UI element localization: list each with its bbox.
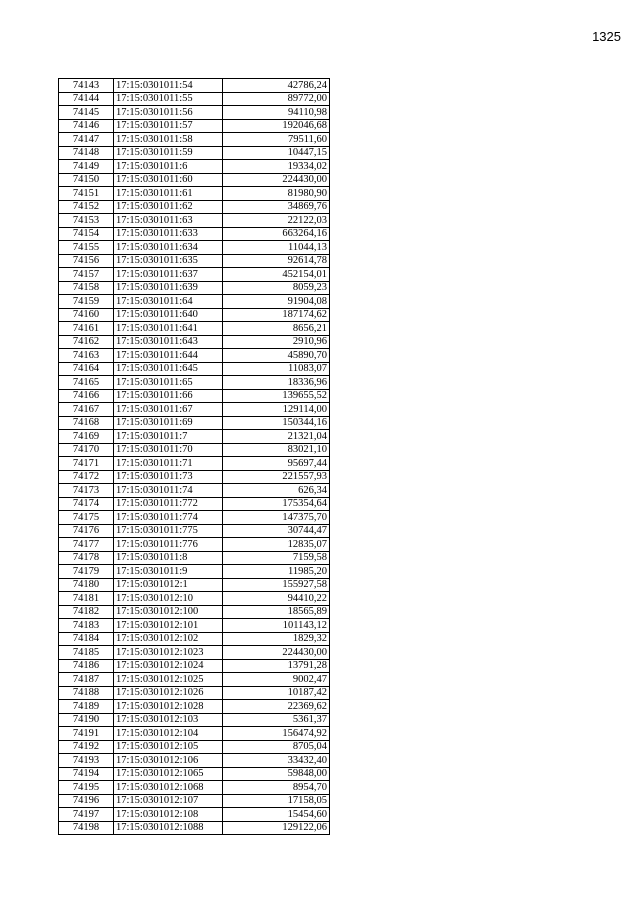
value-cell: 89772,00: [223, 92, 330, 106]
value-cell: 18336,96: [223, 376, 330, 390]
table-row: [59, 457, 330, 471]
value-cell: 42786,24: [223, 79, 330, 93]
table-row: [59, 389, 330, 403]
table-row: [59, 146, 330, 160]
value-cell: 12835,07: [223, 538, 330, 552]
table-body: [59, 79, 330, 835]
value-cell: 94110,98: [223, 106, 330, 120]
row-number-cell: 74183: [59, 619, 114, 633]
table-row: [59, 106, 330, 120]
value-cell: 22369,62: [223, 700, 330, 714]
cadastral-number-cell: 17:15:0301012:1023: [114, 646, 223, 660]
cadastral-number-cell: 17:15:0301011:772: [114, 497, 223, 511]
cadastral-number-cell: 17:15:0301012:106: [114, 754, 223, 768]
value-cell: 9002,47: [223, 673, 330, 687]
cadastral-value-table: [58, 78, 330, 835]
row-number-cell: 74171: [59, 457, 114, 471]
cadastral-number-cell: 17:15:0301012:1026: [114, 686, 223, 700]
cadastral-number-cell: 17:15:0301011:62: [114, 200, 223, 214]
value-cell: 129122,06: [223, 821, 330, 835]
cadastral-number-cell: 17:15:0301011:6: [114, 160, 223, 174]
row-number-cell: 74176: [59, 524, 114, 538]
value-cell: 175354,64: [223, 497, 330, 511]
value-cell: 452154,01: [223, 268, 330, 282]
table-row: [59, 133, 330, 147]
value-cell: 22122,03: [223, 214, 330, 228]
value-cell: 626,34: [223, 484, 330, 498]
value-cell: 11083,07: [223, 362, 330, 376]
row-number-cell: 74182: [59, 605, 114, 619]
table-row: [59, 349, 330, 363]
value-cell: 91904,08: [223, 295, 330, 309]
value-cell: 192046,68: [223, 119, 330, 133]
cadastral-number-cell: 17:15:0301011:56: [114, 106, 223, 120]
table-row: [59, 632, 330, 646]
table-row: [59, 740, 330, 754]
value-cell: 59848,00: [223, 767, 330, 781]
value-cell: 156474,92: [223, 727, 330, 741]
value-cell: 187174,62: [223, 308, 330, 322]
table-row: [59, 335, 330, 349]
table-row: [59, 470, 330, 484]
row-number-cell: 74143: [59, 79, 114, 93]
table-row: [59, 646, 330, 660]
cadastral-number-cell: 17:15:0301012:1025: [114, 673, 223, 687]
value-cell: 10187,42: [223, 686, 330, 700]
row-number-cell: 74163: [59, 349, 114, 363]
value-cell: 2910,96: [223, 335, 330, 349]
cadastral-number-cell: 17:15:0301011:64: [114, 295, 223, 309]
table-row: [59, 808, 330, 822]
table-row: [59, 295, 330, 309]
table-row: [59, 767, 330, 781]
cadastral-number-cell: 17:15:0301011:641: [114, 322, 223, 336]
row-number-cell: 74195: [59, 781, 114, 795]
table-row: [59, 484, 330, 498]
cadastral-number-cell: 17:15:0301012:100: [114, 605, 223, 619]
table-row: [59, 497, 330, 511]
table-row: [59, 565, 330, 579]
table-row: [59, 160, 330, 174]
value-cell: 155927,58: [223, 578, 330, 592]
cadastral-number-cell: 17:15:0301012:1065: [114, 767, 223, 781]
value-cell: 45890,70: [223, 349, 330, 363]
row-number-cell: 74170: [59, 443, 114, 457]
row-number-cell: 74155: [59, 241, 114, 255]
value-cell: 101143,12: [223, 619, 330, 633]
value-cell: 33432,40: [223, 754, 330, 768]
row-number-cell: 74177: [59, 538, 114, 552]
row-number-cell: 74168: [59, 416, 114, 430]
value-cell: 94410,22: [223, 592, 330, 606]
row-number-cell: 74162: [59, 335, 114, 349]
row-number-cell: 74154: [59, 227, 114, 241]
value-cell: 11044,13: [223, 241, 330, 255]
table-row: [59, 92, 330, 106]
row-number-cell: 74159: [59, 295, 114, 309]
table-row: [59, 173, 330, 187]
row-number-cell: 74150: [59, 173, 114, 187]
table-row: [59, 794, 330, 808]
value-cell: 10447,15: [223, 146, 330, 160]
cadastral-number-cell: 17:15:0301011:7: [114, 430, 223, 444]
row-number-cell: 74179: [59, 565, 114, 579]
row-number-cell: 74151: [59, 187, 114, 201]
value-cell: 17158,05: [223, 794, 330, 808]
cadastral-number-cell: 17:15:0301011:58: [114, 133, 223, 147]
row-number-cell: 74193: [59, 754, 114, 768]
cadastral-number-cell: 17:15:0301012:101: [114, 619, 223, 633]
row-number-cell: 74144: [59, 92, 114, 106]
table-row: [59, 443, 330, 457]
row-number-cell: 74145: [59, 106, 114, 120]
cadastral-number-cell: 17:15:0301011:70: [114, 443, 223, 457]
cadastral-number-cell: 17:15:0301011:639: [114, 281, 223, 295]
row-number-cell: 74146: [59, 119, 114, 133]
cadastral-number-cell: 17:15:0301011:74: [114, 484, 223, 498]
cadastral-number-cell: 17:15:0301012:102: [114, 632, 223, 646]
value-cell: 8656,21: [223, 322, 330, 336]
row-number-cell: 74160: [59, 308, 114, 322]
table-row: [59, 376, 330, 390]
value-cell: 224430,00: [223, 646, 330, 660]
table-row: [59, 686, 330, 700]
table-row: [59, 821, 330, 835]
cadastral-number-cell: 17:15:0301011:69: [114, 416, 223, 430]
table-row: [59, 241, 330, 255]
cadastral-number-cell: 17:15:0301011:8: [114, 551, 223, 565]
cadastral-number-cell: 17:15:0301011:775: [114, 524, 223, 538]
table-row: [59, 281, 330, 295]
value-cell: 7159,58: [223, 551, 330, 565]
row-number-cell: 74166: [59, 389, 114, 403]
cadastral-number-cell: 17:15:0301012:1: [114, 578, 223, 592]
table-row: [59, 578, 330, 592]
cadastral-number-cell: 17:15:0301011:633: [114, 227, 223, 241]
row-number-cell: 74169: [59, 430, 114, 444]
table-row: [59, 700, 330, 714]
table-row: [59, 551, 330, 565]
cadastral-number-cell: 17:15:0301011:9: [114, 565, 223, 579]
cadastral-number-cell: 17:15:0301011:640: [114, 308, 223, 322]
table-row: [59, 524, 330, 538]
table-row: [59, 200, 330, 214]
cadastral-number-cell: 17:15:0301012:104: [114, 727, 223, 741]
row-number-cell: 74175: [59, 511, 114, 525]
row-number-cell: 74198: [59, 821, 114, 835]
row-number-cell: 74184: [59, 632, 114, 646]
row-number-cell: 74192: [59, 740, 114, 754]
row-number-cell: 74164: [59, 362, 114, 376]
value-cell: 30744,47: [223, 524, 330, 538]
value-cell: 21321,04: [223, 430, 330, 444]
row-number-cell: 74153: [59, 214, 114, 228]
row-number-cell: 74172: [59, 470, 114, 484]
value-cell: 34869,76: [223, 200, 330, 214]
row-number-cell: 74178: [59, 551, 114, 565]
table-row: [59, 214, 330, 228]
cadastral-number-cell: 17:15:0301012:105: [114, 740, 223, 754]
cadastral-number-cell: 17:15:0301012:1068: [114, 781, 223, 795]
cadastral-number-cell: 17:15:0301012:10: [114, 592, 223, 606]
row-number-cell: 74157: [59, 268, 114, 282]
value-cell: 139655,52: [223, 389, 330, 403]
cadastral-number-cell: 17:15:0301011:59: [114, 146, 223, 160]
table-row: [59, 538, 330, 552]
value-cell: 1829,32: [223, 632, 330, 646]
row-number-cell: 74180: [59, 578, 114, 592]
cadastral-number-cell: 17:15:0301011:635: [114, 254, 223, 268]
value-cell: 150344,16: [223, 416, 330, 430]
cadastral-number-cell: 17:15:0301011:61: [114, 187, 223, 201]
value-cell: 92614,78: [223, 254, 330, 268]
table-row: [59, 673, 330, 687]
table-row: [59, 511, 330, 525]
value-cell: 663264,16: [223, 227, 330, 241]
cadastral-number-cell: 17:15:0301011:634: [114, 241, 223, 255]
value-cell: 79511,60: [223, 133, 330, 147]
value-cell: 8059,23: [223, 281, 330, 295]
row-number-cell: 74158: [59, 281, 114, 295]
row-number-cell: 74161: [59, 322, 114, 336]
table-row: [59, 430, 330, 444]
table-row: [59, 592, 330, 606]
cadastral-number-cell: 17:15:0301011:67: [114, 403, 223, 417]
row-number-cell: 74191: [59, 727, 114, 741]
row-number-cell: 74165: [59, 376, 114, 390]
row-number-cell: 74194: [59, 767, 114, 781]
table-row: [59, 403, 330, 417]
table-row: [59, 119, 330, 133]
cadastral-number-cell: 17:15:0301011:63: [114, 214, 223, 228]
cadastral-number-cell: 17:15:0301012:1088: [114, 821, 223, 835]
row-number-cell: 74174: [59, 497, 114, 511]
value-cell: 8705,04: [223, 740, 330, 754]
table-row: [59, 268, 330, 282]
table-row: [59, 362, 330, 376]
row-number-cell: 74152: [59, 200, 114, 214]
row-number-cell: 74173: [59, 484, 114, 498]
cadastral-number-cell: 17:15:0301011:71: [114, 457, 223, 471]
row-number-cell: 74149: [59, 160, 114, 174]
value-cell: 147375,70: [223, 511, 330, 525]
table-row: [59, 79, 330, 93]
table-row: [59, 619, 330, 633]
table-row: [59, 713, 330, 727]
cadastral-number-cell: 17:15:0301011:73: [114, 470, 223, 484]
table-row: [59, 416, 330, 430]
table-row: [59, 322, 330, 336]
page-number: 1325: [592, 29, 621, 44]
cadastral-number-cell: 17:15:0301012:108: [114, 808, 223, 822]
cadastral-number-cell: 17:15:0301011:60: [114, 173, 223, 187]
cadastral-number-cell: 17:15:0301011:774: [114, 511, 223, 525]
value-cell: 19334,02: [223, 160, 330, 174]
value-cell: 95697,44: [223, 457, 330, 471]
row-number-cell: 74186: [59, 659, 114, 673]
table-row: [59, 727, 330, 741]
row-number-cell: 74188: [59, 686, 114, 700]
row-number-cell: 74148: [59, 146, 114, 160]
row-number-cell: 74147: [59, 133, 114, 147]
row-number-cell: 74189: [59, 700, 114, 714]
value-cell: 221557,93: [223, 470, 330, 484]
value-cell: 81980,90: [223, 187, 330, 201]
cadastral-number-cell: 17:15:0301011:776: [114, 538, 223, 552]
cadastral-number-cell: 17:15:0301011:643: [114, 335, 223, 349]
value-cell: 129114,00: [223, 403, 330, 417]
table-row: [59, 254, 330, 268]
cadastral-number-cell: 17:15:0301011:645: [114, 362, 223, 376]
value-cell: 11985,20: [223, 565, 330, 579]
value-cell: 15454,60: [223, 808, 330, 822]
cadastral-number-cell: 17:15:0301011:57: [114, 119, 223, 133]
table-row: [59, 754, 330, 768]
value-cell: 5361,37: [223, 713, 330, 727]
cadastral-number-cell: 17:15:0301011:54: [114, 79, 223, 93]
cadastral-number-cell: 17:15:0301012:1028: [114, 700, 223, 714]
row-number-cell: 74190: [59, 713, 114, 727]
value-cell: 8954,70: [223, 781, 330, 795]
table-row: [59, 659, 330, 673]
cadastral-number-cell: 17:15:0301011:55: [114, 92, 223, 106]
cadastral-number-cell: 17:15:0301012:107: [114, 794, 223, 808]
cadastral-number-cell: 17:15:0301011:644: [114, 349, 223, 363]
row-number-cell: 74196: [59, 794, 114, 808]
table-row: [59, 227, 330, 241]
table-row: [59, 605, 330, 619]
cadastral-number-cell: 17:15:0301011:66: [114, 389, 223, 403]
table-row: [59, 308, 330, 322]
value-cell: 83021,10: [223, 443, 330, 457]
cadastral-number-cell: 17:15:0301012:103: [114, 713, 223, 727]
value-cell: 13791,28: [223, 659, 330, 673]
cadastral-number-cell: 17:15:0301011:65: [114, 376, 223, 390]
row-number-cell: 74156: [59, 254, 114, 268]
row-number-cell: 74185: [59, 646, 114, 660]
row-number-cell: 74181: [59, 592, 114, 606]
row-number-cell: 74167: [59, 403, 114, 417]
row-number-cell: 74187: [59, 673, 114, 687]
row-number-cell: 74197: [59, 808, 114, 822]
value-cell: 224430,00: [223, 173, 330, 187]
table-row: [59, 187, 330, 201]
cadastral-number-cell: 17:15:0301012:1024: [114, 659, 223, 673]
cadastral-number-cell: 17:15:0301011:637: [114, 268, 223, 282]
table-row: [59, 781, 330, 795]
value-cell: 18565,89: [223, 605, 330, 619]
